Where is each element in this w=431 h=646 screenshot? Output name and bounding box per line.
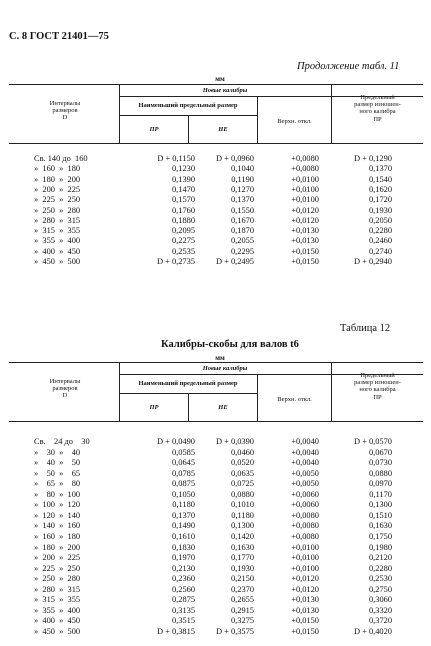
worn-gauge-cell: 0,0880 xyxy=(368,468,392,478)
worn-gauge-cell: 0,2530 xyxy=(368,574,392,584)
interval-cell: Св. 24 до 30 xyxy=(34,437,90,446)
pr-value-cell: 0,0645 xyxy=(171,458,195,468)
interval-cell: » 200 » 225 xyxy=(34,553,81,563)
interval-cell: » 250 » 280 xyxy=(34,574,81,584)
upper-deviation-cell: +0,0050 xyxy=(291,468,319,478)
upper-deviation-header: Верхн. откл. xyxy=(277,396,312,403)
upper-deviation-cell: +0,0130 xyxy=(291,595,319,605)
pr-value-cell: 0,1760 xyxy=(171,205,195,215)
worn-gauge-cell: 0,2750 xyxy=(368,584,392,594)
ne-value-cell: D + 0,2495 xyxy=(216,257,254,266)
interval-cell: » 280 » 315 xyxy=(34,215,81,225)
upper-deviation-cell: +0,0130 xyxy=(291,226,319,236)
pr-value-cell: 0,0785 xyxy=(171,468,195,478)
ne-value-cell: 0,1370 xyxy=(230,195,254,205)
worn-gauge-cell: D + 0,4020 xyxy=(354,626,392,636)
upper-deviation-cell: +0,0050 xyxy=(291,479,319,489)
intervals-header: Интервалы размеров D xyxy=(49,378,81,400)
upper-deviation-cell: +0,0100 xyxy=(291,553,319,563)
interval-cell: » 160 » 180 xyxy=(34,164,81,174)
new-gauges-header: Новые калибры xyxy=(202,87,248,94)
pr-value-cell: D + 0,1150 xyxy=(157,154,195,163)
upper-deviation-cell: +0,0120 xyxy=(291,574,319,584)
pr-value-cell: 0,1970 xyxy=(171,553,195,563)
ne-value-cell: 0,1300 xyxy=(230,521,254,531)
upper-deviation-cell: +0,0080 xyxy=(291,521,319,531)
upper-deviation-cell: +0,0100 xyxy=(291,174,319,184)
pr-value-cell: 0,2875 xyxy=(171,595,195,605)
worn-gauge-cell: 0,1370 xyxy=(368,164,392,174)
upper-deviation-cell: +0,0120 xyxy=(291,584,319,594)
interval-cell: » 120 » 140 xyxy=(34,510,81,520)
interval-cell: » 400 » 450 xyxy=(34,616,81,626)
worn-gauge-cell: 0,2280 xyxy=(368,563,392,573)
pr-value-cell: 0,0585 xyxy=(171,447,195,457)
worn-gauge-cell: 0,2120 xyxy=(368,553,392,563)
interval-cell: » 450 » 500 xyxy=(34,257,81,266)
interval-cell: » 200 » 225 xyxy=(34,184,81,194)
ne-value-cell: D + 0,0390 xyxy=(216,437,254,446)
ne-value-cell: 0,0520 xyxy=(230,458,254,468)
pr-value-cell: D + 0,0490 xyxy=(157,437,195,446)
interval-cell: » 280 » 315 xyxy=(34,584,81,594)
interval-cell: » 225 » 250 xyxy=(34,563,81,573)
interval-cell: » 50 » 65 xyxy=(34,468,81,478)
interval-cell: » 355 » 400 xyxy=(34,605,81,615)
ne-value-cell: 0,2370 xyxy=(230,584,254,594)
upper-deviation-cell: +0,0080 xyxy=(291,164,319,174)
ne-value-cell: 0,1010 xyxy=(230,500,254,510)
ne-value-cell: 0,0725 xyxy=(230,479,254,489)
interval-cell: » 65 » 80 xyxy=(34,479,81,489)
ne-value-cell: 0,1420 xyxy=(230,531,254,541)
worn-gauge-cell: 0,1620 xyxy=(368,184,392,194)
worn-gauge-cell: 0,2050 xyxy=(368,215,392,225)
ne-value-cell: 0,2150 xyxy=(230,574,254,584)
upper-deviation-header: Верхн. откл. xyxy=(277,118,312,125)
worn-gauge-cell: 0,1720 xyxy=(368,195,392,205)
ne-value-cell: 0,1870 xyxy=(230,226,254,236)
upper-deviation-cell: +0,0150 xyxy=(291,626,319,636)
interval-cell: » 180 » 200 xyxy=(34,542,81,552)
ne-header: НЕ xyxy=(218,404,228,411)
interval-cell: Св. 140 до 160 xyxy=(34,154,88,163)
ne-value-cell: 0,0460 xyxy=(230,447,254,457)
pr-header: ПР xyxy=(149,126,159,133)
pr-value-cell: 0,2535 xyxy=(171,246,195,256)
table11-unit: мм xyxy=(215,75,225,83)
upper-deviation-cell: +0,0150 xyxy=(291,257,319,266)
pr-value-cell: 0,2275 xyxy=(171,236,195,246)
pr-value-cell: 0,1370 xyxy=(171,510,195,520)
pr-value-cell: 0,2095 xyxy=(171,226,195,236)
pr-value-cell: 0,1390 xyxy=(171,174,195,184)
pr-value-cell: 0,0875 xyxy=(171,479,195,489)
ne-value-cell: 0,1770 xyxy=(230,553,254,563)
interval-cell: » 400 » 450 xyxy=(34,246,81,256)
worn-gauge-cell: 0,1540 xyxy=(368,174,392,184)
intervals-header: Интервалы размеров D xyxy=(49,100,81,122)
interval-cell: » 40 » 50 xyxy=(34,458,81,468)
upper-deviation-cell: +0,0100 xyxy=(291,563,319,573)
interval-cell: » 30 » 40 xyxy=(34,447,81,457)
ne-value-cell: 0,1190 xyxy=(231,174,254,184)
interval-cell: » 315 » 355 xyxy=(34,595,81,605)
worn-gauge-cell: 0,3320 xyxy=(368,605,392,615)
pr-value-cell: 0,1180 xyxy=(172,500,195,510)
upper-deviation-cell: +0,0130 xyxy=(291,605,319,615)
upper-deviation-cell: +0,0040 xyxy=(291,447,319,457)
upper-deviation-cell: +0,0040 xyxy=(291,458,319,468)
worn-gauge-cell: D + 0,1290 xyxy=(354,154,392,163)
worn-gauge-cell: 0,3720 xyxy=(368,616,392,626)
ne-value-cell: 0,2055 xyxy=(230,236,254,246)
interval-cell: » 160 » 180 xyxy=(34,531,81,541)
table12-unit: мм xyxy=(215,354,225,362)
worn-gauge-cell: 0,2280 xyxy=(368,226,392,236)
new-gauges-header: Новые калибры xyxy=(202,365,248,372)
pr-value-cell: 0,1230 xyxy=(171,164,195,174)
upper-deviation-cell: +0,0150 xyxy=(291,246,319,256)
ne-value-cell: 0,1040 xyxy=(230,164,254,174)
pr-value-cell: 0,1050 xyxy=(171,489,195,499)
pr-value-cell: 0,2360 xyxy=(171,574,195,584)
worn-gauge-cell: 0,0730 xyxy=(368,458,392,468)
upper-deviation-cell: +0,0040 xyxy=(291,437,319,446)
ne-header: НЕ xyxy=(218,126,228,133)
interval-cell: » 250 » 280 xyxy=(34,205,81,215)
interval-cell: » 225 » 250 xyxy=(34,195,81,205)
pr-value-cell: 0,1880 xyxy=(171,215,195,225)
ne-value-cell: 0,1930 xyxy=(230,563,254,573)
ne-value-cell: D + 0,3575 xyxy=(216,626,254,636)
interval-cell: » 180 » 200 xyxy=(34,174,81,184)
worn-gauge-cell: 0,0970 xyxy=(368,479,392,489)
pr-value-cell: D + 0,2735 xyxy=(157,257,195,266)
worn-gauge-cell: 0,1750 xyxy=(368,531,392,541)
pr-value-cell: 0,3515 xyxy=(171,616,195,626)
worn-gauge-cell: 0,1300 xyxy=(368,500,392,510)
upper-deviation-cell: +0,0150 xyxy=(291,616,319,626)
ne-value-cell: 0,1670 xyxy=(230,215,254,225)
upper-deviation-cell: +0,0100 xyxy=(291,184,319,194)
worn-gauge-cell: 0,1510 xyxy=(368,510,392,520)
page-header-left xyxy=(9,31,109,42)
ne-value-cell: 0,2295 xyxy=(230,246,254,256)
ne-value-cell: D + 0,0960 xyxy=(216,154,254,163)
interval-cell: » 450 » 500 xyxy=(34,626,81,636)
pr-value-cell: 0,1470 xyxy=(171,184,195,194)
worn-gauge-cell: 0,1170 xyxy=(369,489,392,499)
pr-value-cell: 0,1490 xyxy=(171,521,195,531)
ne-value-cell: 0,3275 xyxy=(230,616,254,626)
ne-value-cell: 0,1180 xyxy=(231,510,254,520)
pr-value-cell: 0,2560 xyxy=(171,584,195,594)
worn-gauge-cell: 0,0670 xyxy=(368,447,392,457)
pr-header: ПР xyxy=(149,404,159,411)
pr-value-cell: 0,2130 xyxy=(171,563,195,573)
pr-value-cell: 0,3135 xyxy=(171,605,195,615)
interval-cell: » 355 » 400 xyxy=(34,236,81,246)
pr-value-cell: 0,1830 xyxy=(171,542,195,552)
ne-value-cell: 0,1550 xyxy=(230,205,254,215)
ne-value-cell: 0,1630 xyxy=(230,542,254,552)
upper-deviation-cell: +0,0120 xyxy=(291,205,319,215)
ne-value-cell: 0,2915 xyxy=(230,605,254,615)
min-limit-header: Наименьший предельный размер xyxy=(138,380,238,387)
pr-value-cell: 0,1610 xyxy=(171,531,195,541)
upper-deviation-cell: +0,0080 xyxy=(291,531,319,541)
table12-label: Таблица 12 xyxy=(340,323,391,334)
worn-gauge-cell: 0,1930 xyxy=(368,205,392,215)
upper-deviation-cell: +0,0060 xyxy=(291,489,319,499)
interval-cell: » 140 » 160 xyxy=(34,521,81,531)
upper-deviation-cell: +0,0080 xyxy=(291,154,319,163)
upper-deviation-cell: +0,0130 xyxy=(291,236,319,246)
ne-value-cell: 0,1270 xyxy=(230,184,254,194)
ne-value-cell: 0,0635 xyxy=(230,468,254,478)
ne-value-cell: 0,2655 xyxy=(230,595,254,605)
pr-value-cell: 0,1570 xyxy=(171,195,195,205)
worn-gauge-cell: 0,3060 xyxy=(368,595,392,605)
table12-title: Калибры-скобы для валов t6 xyxy=(161,339,299,350)
worn-gauge-header: Предельный размер изношен- ного калибра ПР xyxy=(354,372,401,401)
interval-cell: » 100 » 120 xyxy=(34,500,81,510)
continuation-label: Продолжение табл. 11 xyxy=(297,61,400,72)
ne-value-cell: 0,0880 xyxy=(230,489,254,499)
upper-deviation-cell: +0,0100 xyxy=(291,195,319,205)
worn-gauge-cell: 0,2740 xyxy=(368,246,392,256)
worn-gauge-cell: 0,2460 xyxy=(368,236,392,246)
upper-deviation-cell: +0,0120 xyxy=(291,215,319,225)
worn-gauge-cell: 0,1980 xyxy=(368,542,392,552)
interval-cell: » 80 » 100 xyxy=(34,489,81,499)
worn-gauge-cell: 0,1630 xyxy=(368,521,392,531)
worn-gauge-header: Предельный размер изношен- ного калибра ПР xyxy=(354,94,401,123)
min-limit-header: Наименьший предельный размер xyxy=(138,102,238,109)
upper-deviation-cell: +0,0080 xyxy=(291,510,319,520)
interval-cell: » 315 » 355 xyxy=(34,226,81,236)
worn-gauge-cell: D + 0,2940 xyxy=(354,257,392,266)
document-id: ГОСТ 21401—75 xyxy=(29,31,109,42)
worn-gauge-cell: D + 0,0570 xyxy=(354,437,392,446)
upper-deviation-cell: +0,0060 xyxy=(291,500,319,510)
upper-deviation-cell: +0,0100 xyxy=(291,542,319,552)
page-number: С. 8 xyxy=(9,31,28,42)
pr-value-cell: D + 0,3815 xyxy=(157,626,195,636)
